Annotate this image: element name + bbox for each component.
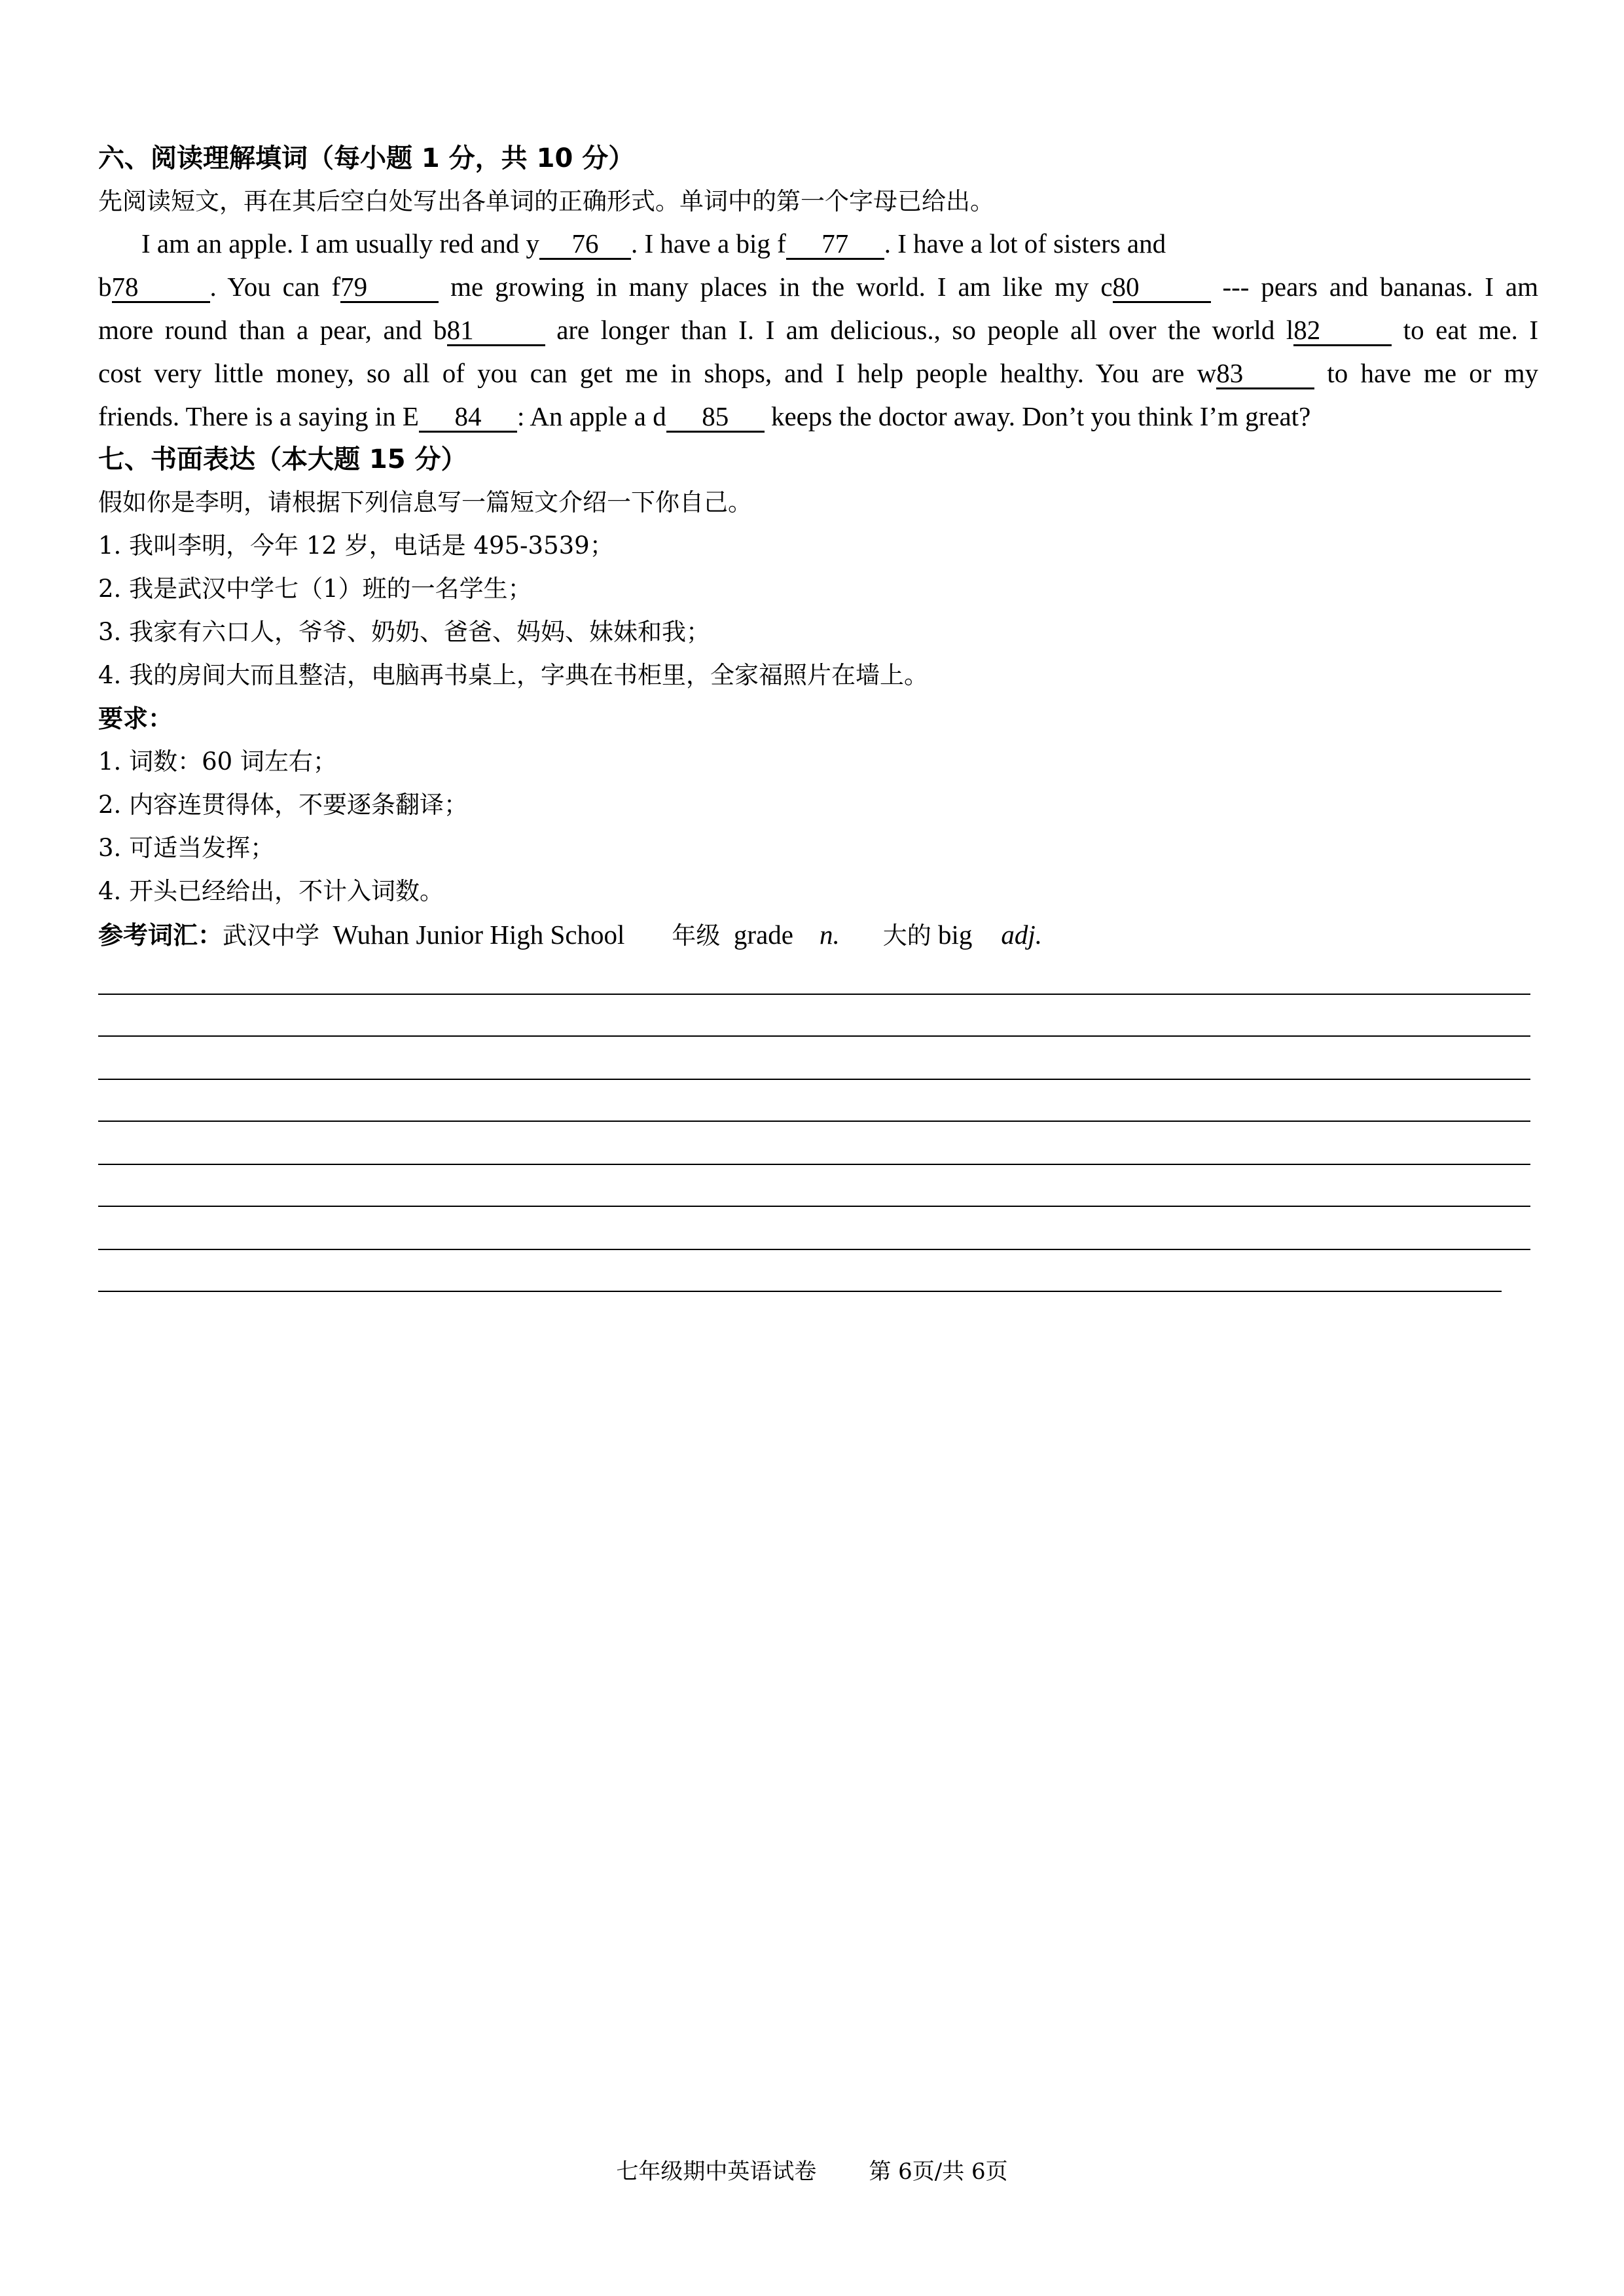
passage-line-2: b78 . You can f79 me growing in many places in the world. I am like my c80 --- pears and bananas. I am [98,272,1538,302]
requirement-item: 1. 词数：60 词左右； [98,747,337,776]
writing-line[interactable] [98,994,1530,995]
blank-82[interactable]: 82 [1293,315,1392,346]
info-item: 1. 我叫李明，今年 12 岁，电话是 495-3539； [98,531,614,560]
writing-line[interactable] [98,1249,1530,1250]
blank-76[interactable]: 76 [539,229,631,260]
blank-80[interactable]: 80 [1113,272,1211,303]
section7-title: 七、书面表达（本大题 15 分） [98,444,467,475]
passage-line-4: cost very little money, so all of you can get me in shops, and I help people healthy. You are w83 to have me or my [98,358,1539,388]
vocab-term: 武汉中学 [223,922,320,950]
section7-prompt: 假如你是李明，请根据下列信息写一篇短文介绍一下你自己。 [98,488,752,516]
vocab-term: grade [733,920,793,950]
section6-title: 六、阅读理解填词（每小题 1 分，共 10 分） [98,143,635,173]
blank-79[interactable]: 79 [340,272,439,303]
writing-line[interactable] [98,1291,1502,1292]
passage-line-1: I am an apple. I am usually red and y 76 . I have a big f 77 . I have a lot of sisters and [141,228,1166,259]
info-item: 3. 我家有六口人，爷爷、奶奶、爸爸、妈妈、妹妹和我； [98,618,711,646]
vocab-term: n. [819,920,840,950]
vocab-term: adj. [1001,920,1043,950]
writing-line[interactable] [98,1164,1530,1165]
passage-line-5: friends. There is a saying in E 84 : An apple a d 85 keeps the doctor away. Don’t you think I’m great? [98,401,1311,431]
requirement-item: 3. 可适当发挥； [98,834,275,862]
writing-line[interactable] [98,1206,1530,1207]
page-footer [0,2157,1624,2186]
writing-line[interactable] [98,1079,1530,1080]
blank-83[interactable]: 83 [1216,359,1314,389]
passage-line-3: more round than a pear, and b81 are longer than I. I am delicious., so people all over the world l82 to eat me. I [98,315,1538,345]
blank-81[interactable]: 81 [447,315,545,346]
info-item: 2. 我是武汉中学七（1）班的一名学生； [98,575,532,603]
footer-page-number: 第 6页/共 6页 [869,2159,1008,2185]
requirements-title: 要求： [98,704,173,733]
requirement-item: 2. 内容连贯得体，不要逐条翻译； [98,791,469,819]
vocab-term: big [937,920,973,950]
footer-exam-title: 七年级期中英语试卷 [616,2159,817,2185]
blank-77[interactable]: 77 [786,229,884,260]
vocab-label: 参考词汇： [98,921,223,950]
vocab-term: 大的 [882,922,931,950]
vocab-term: 年级 [672,922,721,950]
info-item: 4. 我的房间大而且整洁，电脑再书桌上，字典在书柜里，全家福照片在墙上。 [98,661,929,689]
vocab-line [98,918,1042,953]
writing-line[interactable] [98,1121,1530,1122]
requirement-item: 4. 开头已经给出，不计入词数。 [98,877,444,905]
blank-85[interactable]: 85 [666,402,765,433]
blank-84[interactable]: 84 [419,402,517,433]
writing-line[interactable] [98,1035,1530,1037]
vocab-term: Wuhan Junior High School [333,920,625,950]
blank-78[interactable]: 78 [112,272,210,303]
section6-instruction: 先阅读短文，再在其后空白处写出各单词的正确形式。单词中的第一个字母已给出。 [98,187,994,215]
